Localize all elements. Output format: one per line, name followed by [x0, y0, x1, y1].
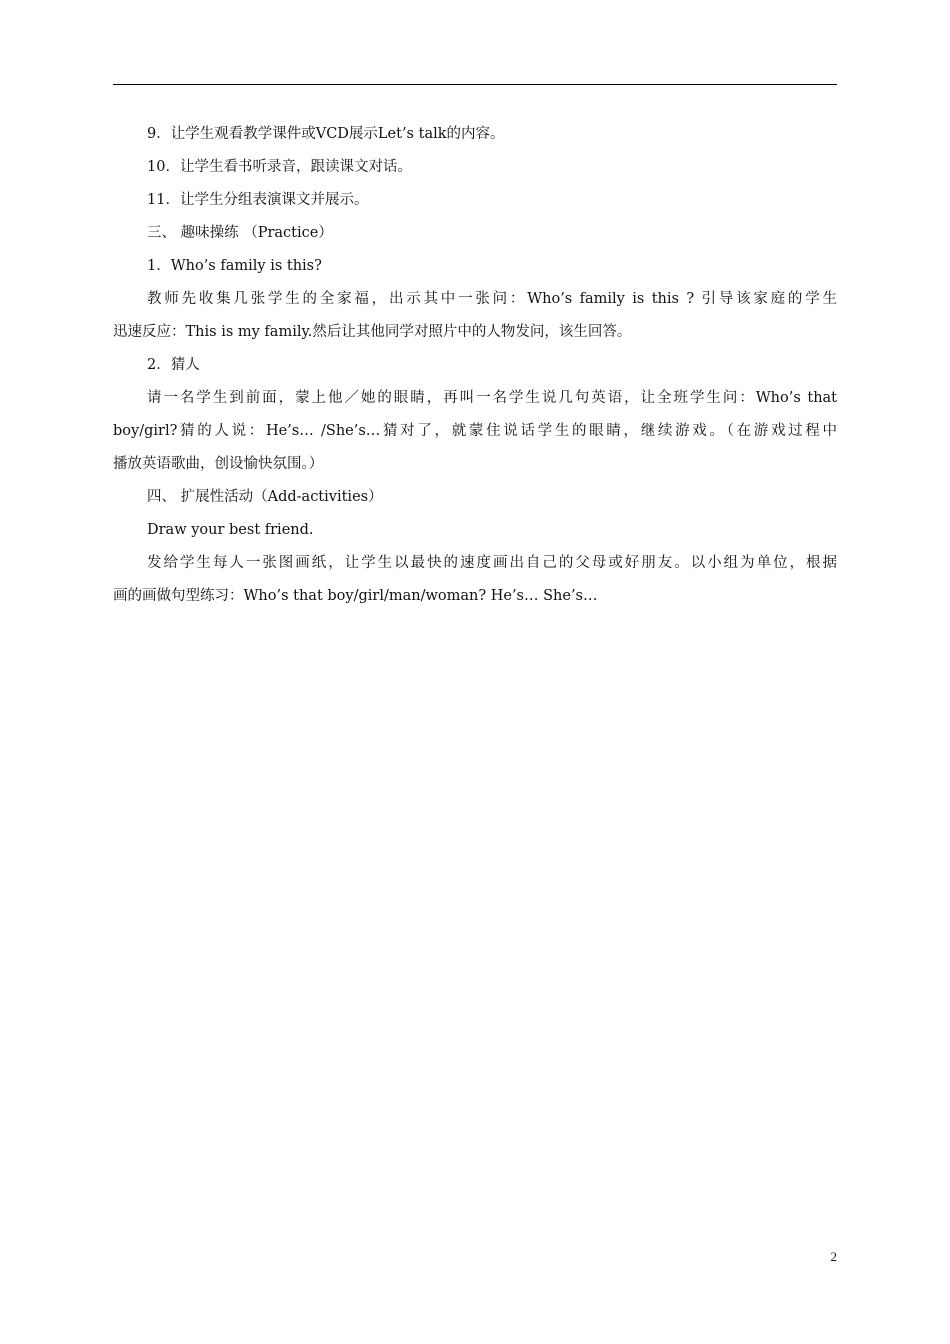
activity-1-paragraph-line-1: 教师先收集几张学生的全家福，出示其中一张问：Who’s family is this ? 引导该家庭的学生: [147, 291, 837, 307]
document-body: [113, 124, 837, 606]
activity-1-paragraph-line-2: 迅速反应：This is my family.然后让其他同学对照片中的人物发问，该生回答。: [113, 324, 632, 340]
step-10-line: 10．让学生看书听录音，跟读课文对话。: [147, 159, 412, 175]
activity-2-title: 2．猜人: [147, 357, 200, 373]
extension-paragraph-line-2: 画的画做句型练习：Who’s that boy/girl/man/woman? He’s… She’s…: [113, 588, 598, 604]
activity-2-paragraph-line-1: 请一名学生到前面，蒙上他／她的眼睛，再叫一名学生说几句英语，让全班学生问：Who’s that: [147, 390, 837, 406]
step-9-line: 9．让学生观看教学课件或VCD展示Let’s talk的内容。: [147, 126, 505, 142]
page-number: 2: [830, 1249, 837, 1264]
section-4-heading: 四、 扩展性活动（Add-activities）: [147, 489, 383, 505]
header-rule: [113, 84, 837, 85]
activity-1-title: 1．Who’s family is this?: [147, 258, 322, 274]
extension-paragraph-line-1: 发给学生每人一张图画纸，让学生以最快的速度画出自己的父母或好朋友。以小组为单位，根据: [147, 555, 837, 571]
activity-2-paragraph-line-2: boy/girl?猜的人说：He’s… /She’s…猜对了，就蒙住说话学生的眼睛，继续游戏。（在游戏过程中: [113, 423, 837, 439]
activity-2-paragraph-line-3: 播放英语歌曲，创设愉快氛围。）: [113, 456, 324, 472]
extension-activity-title: Draw your best friend.: [147, 522, 314, 538]
step-11-line: 11．让学生分组表演课文并展示。: [147, 192, 369, 208]
section-3-heading: 三、 趣味操练 （Practice）: [147, 225, 333, 241]
